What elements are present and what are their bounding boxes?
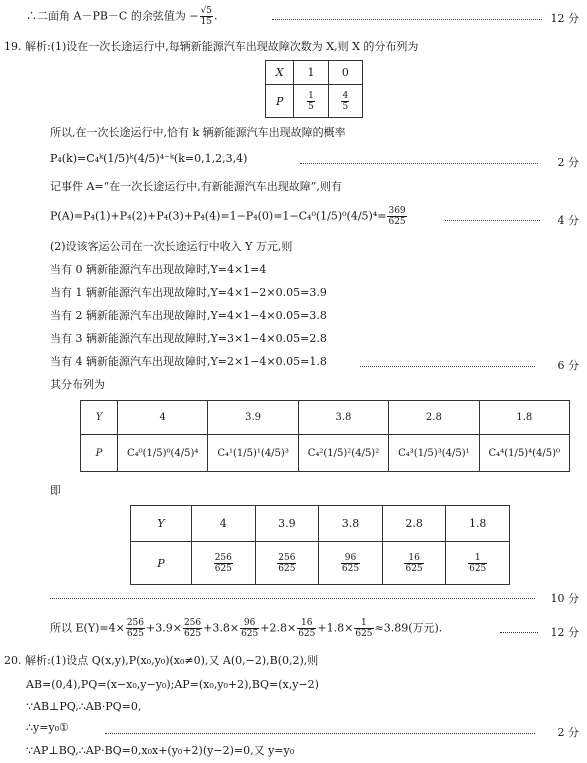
p-value-cell: $\frac{256}{625}$: [192, 542, 256, 585]
dot-leader: [360, 366, 535, 367]
p-expression-cell: C₄⁴(1/5)⁴(4/5)⁰: [479, 435, 569, 472]
p-value-cell: $\frac{1}{5}$: [294, 85, 328, 118]
p-expression-cell: C₄³(1/5)³(4/5)¹: [389, 435, 479, 472]
p-value-cell: $\frac{16}{625}$: [382, 542, 446, 585]
score-mark: 2 分: [557, 156, 579, 169]
event-definition: 记事件 A=“在一次长途运行中,有新能源汽车出现故障”,则有: [50, 180, 342, 193]
ji-label: 即: [50, 484, 61, 497]
x-value-cell: 1: [294, 61, 328, 85]
expectation-line: 所以 E(Y)=4× $\frac{256}{625}$ +3.9× $\frac{256}{625}$ +3.8× $\frac{96}{625}$ +2.8× $\frac{16}{625}$ +1.8× $\frac{1}{625}$ ≈3.89(万元).: [50, 618, 443, 639]
score-mark: 2 分: [557, 726, 579, 739]
p-value-cell: $\frac{96}{625}$: [319, 542, 383, 585]
y-value-cell: 3.9: [255, 506, 319, 542]
equation-line: ∴y=y₀①: [26, 721, 69, 734]
perpendicular-line-2: ∵AP⊥BQ,∴AP·BQ=0,x₀x+(y₀+2)(y−2)=0,又 y=y₀: [26, 744, 295, 757]
p-label-cell: P: [131, 542, 192, 585]
x-label-cell: X: [266, 61, 294, 85]
y-value-cell: 3.8: [319, 506, 383, 542]
p-expression-cell: C₄⁰(1/5)⁰(4/5)⁴: [118, 435, 208, 472]
p-value-cell: $\frac{1}{625}$: [446, 542, 510, 585]
case-line: 当有 0 辆新能源汽车出现故障时,Y=4×1=4: [50, 263, 267, 276]
q20-heading: 20. 解析:(1)设点 Q(x,y),P(x₀,y₀)(x₀≠0),又 A(0,−2),B(0,2),则: [4, 654, 319, 667]
cosine-fraction: $\frac{√5}{15}$: [200, 6, 213, 27]
y-value-cell: 2.8: [382, 506, 446, 542]
p-expression-cell: C₄¹(1/5)¹(4/5)³: [208, 435, 298, 472]
y-value-cell: 3.9: [208, 401, 298, 435]
y-value-cell: 4: [192, 506, 256, 542]
dot-leader: [500, 632, 538, 633]
cosine-result-line: ∴二面角 A－PB－C 的余弦值为 − $\frac{√5}{15}$ .: [26, 6, 218, 27]
score-mark: 6 分: [557, 359, 579, 372]
y-value-cell: 1.8: [446, 506, 510, 542]
dot-leader: [300, 163, 538, 164]
p-label-cell: P: [266, 85, 294, 118]
perpendicular-line: ∵AB⊥PQ,∴AB·PQ=0,: [26, 700, 142, 713]
part2-intro: (2)设该客运公司在一次长途运行中收入 Y 万元,则: [50, 240, 293, 253]
event-probability-fraction: $\frac{369}{625}$: [388, 206, 406, 227]
y-label-cell: Y: [81, 401, 118, 435]
p-value-cell: $\frac{4}{5}$: [328, 85, 362, 118]
q19-heading: 19. 解析:(1)设在一次长途运行中,每辆新能源汽车出现故障次数为 X,则 X 的分布列为: [4, 40, 419, 53]
case-line: 当有 4 辆新能源汽车出现故障时,Y=2×1−4×0.05=1.8: [50, 355, 327, 368]
p-label-cell: P: [81, 435, 118, 472]
vector-line: AB=(0,4),PQ=(x−x₀,y−y₀);AP=(x₀,y₀+2),BQ=(x,y−2): [26, 678, 319, 691]
y-value-cell: 3.8: [298, 401, 388, 435]
cosine-text: ∴二面角 A－PB－C 的余弦值为 −: [26, 9, 199, 23]
y-value-cell: 4: [118, 401, 208, 435]
y-label-cell: Y: [131, 506, 192, 542]
case-line: 当有 1 辆新能源汽车出现故障时,Y=4×1−2×0.05=3.9: [50, 286, 327, 299]
y-distribution-values-table: [130, 505, 510, 585]
y-value-cell: 1.8: [479, 401, 569, 435]
p-value-cell: $\frac{256}{625}$: [255, 542, 319, 585]
dot-leader: [272, 19, 542, 20]
distribution-label: 其分布列为: [50, 378, 105, 391]
y-distribution-table: [80, 400, 570, 472]
event-probability: P(A)=P₄(1)+P₄(2)+P₄(3)+P₄(4)=1−P₄(0)=1−C₄⁰(1/5)⁰(4/5)⁴= $\frac{369}{625}$: [50, 206, 406, 227]
y-value-cell: 2.8: [389, 401, 479, 435]
score-mark: 12 分: [550, 12, 579, 25]
binomial-formula: P₄(k)=C₄ᵏ(1/5)ᵏ(4/5)⁴⁻ᵏ(k=0,1,2,3,4): [50, 152, 248, 165]
score-mark: 10 分: [550, 592, 579, 605]
dot-leader: [445, 220, 540, 221]
score-mark: 4 分: [557, 214, 579, 227]
dot-leader: [105, 733, 535, 734]
x-value-cell: 0: [328, 61, 362, 85]
score-mark: 12 分: [550, 626, 579, 639]
probability-intro: 所以,在一次长途运行中,恰有 k 辆新能源汽车出现故障的概率: [50, 126, 346, 139]
p-expression-cell: C₄²(1/5)²(4/5)²: [298, 435, 388, 472]
case-line: 当有 3 辆新能源汽车出现故障时,Y=3×1−4×0.05=2.8: [50, 332, 327, 345]
case-line: 当有 2 辆新能源汽车出现故障时,Y=4×1−4×0.05=3.8: [50, 309, 327, 322]
x-distribution-table: [265, 60, 363, 118]
dot-leader: [50, 598, 535, 599]
